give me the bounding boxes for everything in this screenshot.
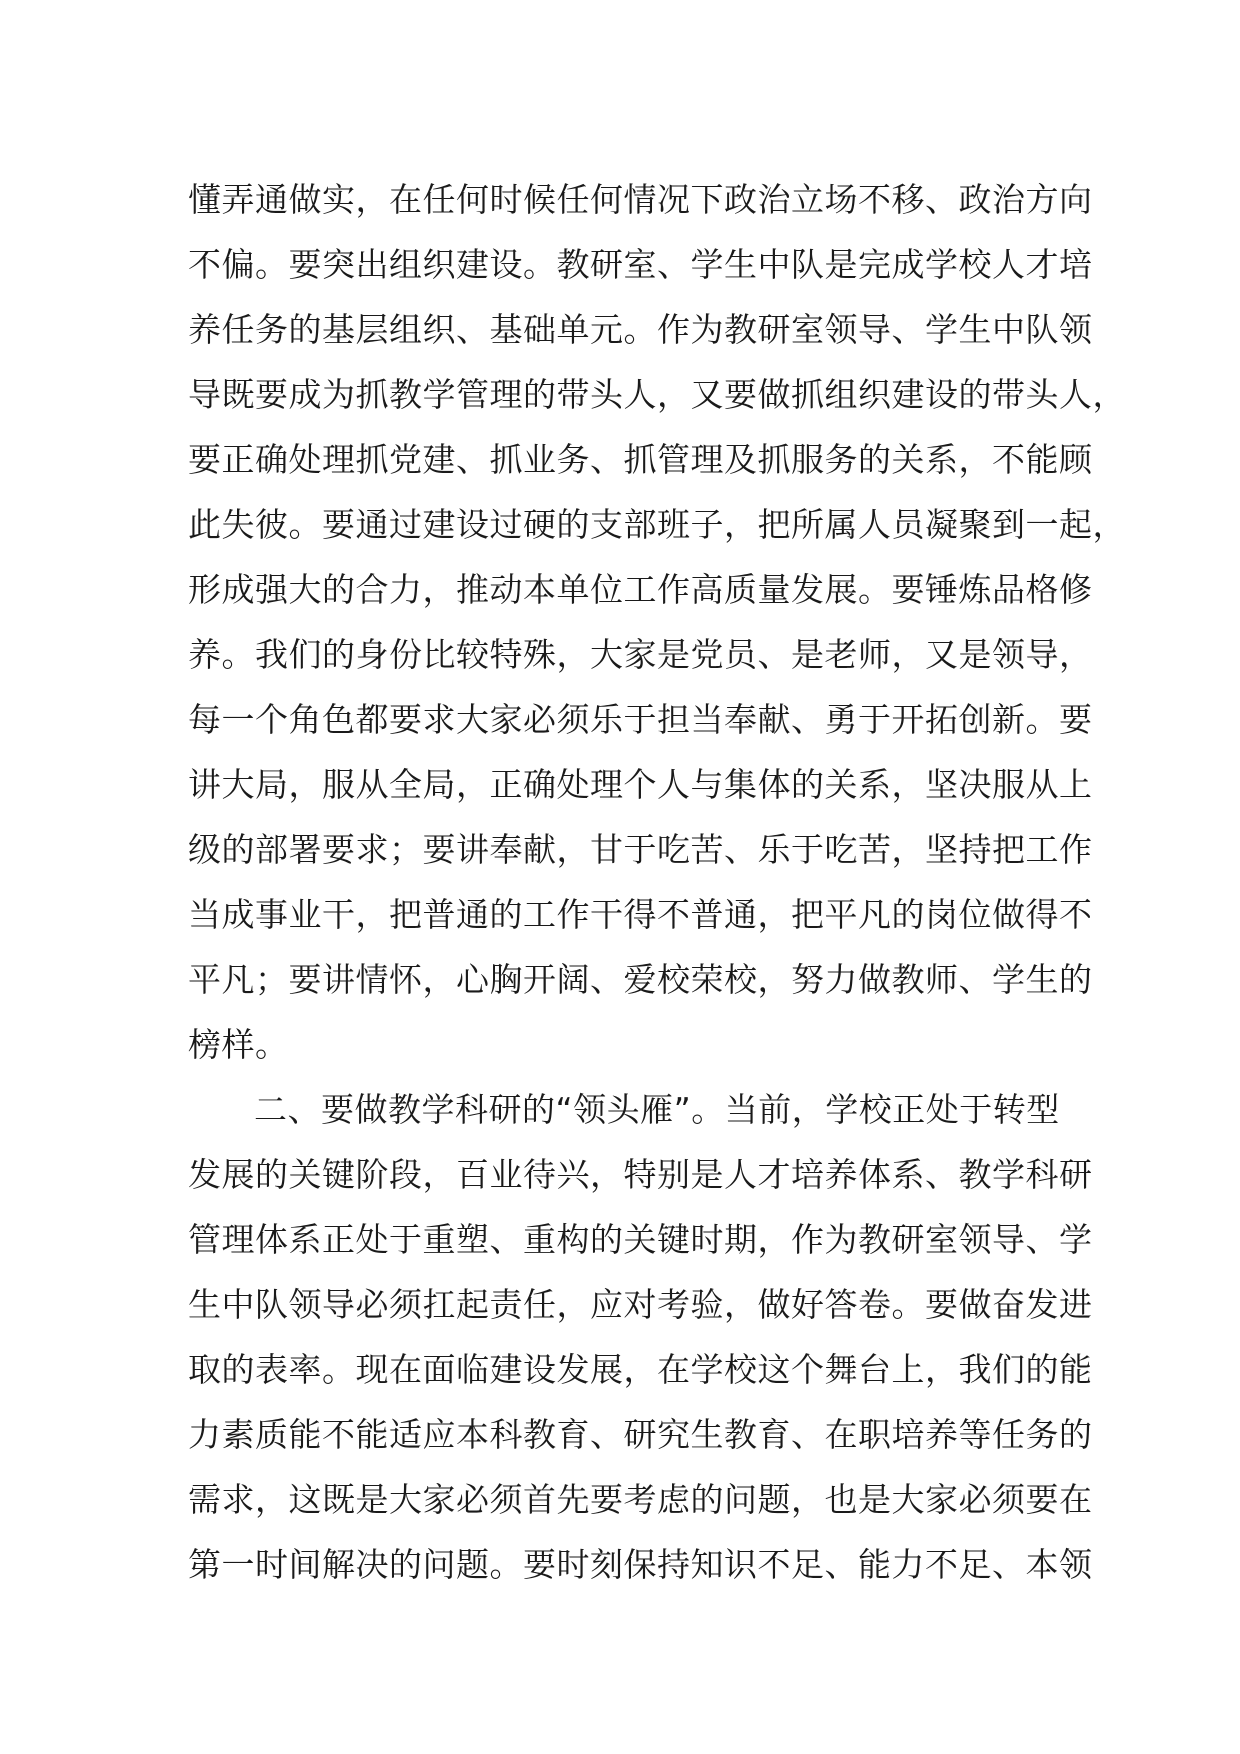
text-line: 级的部署要求；要讲奉献，甘于吃苦、乐于吃苦，坚持把工作	[188, 830, 1093, 869]
text-line: 每一个角色都要求大家必须乐于担当奉献、勇于开拓创新。要	[188, 700, 1093, 739]
text-line: 需求，这既是大家必须首先要考虑的问题，也是大家必须要在	[188, 1480, 1093, 1519]
text-line: 形成强大的合力，推动本单位工作高质量发展。要锤炼品格修	[188, 570, 1093, 609]
text-line: 生中队领导必须扛起责任，应对考验，做好答卷。要做奋发进	[188, 1285, 1093, 1324]
text-line: 讲大局，服从全局，正确处理个人与集体的关系，坚决服从上	[188, 765, 1093, 804]
text-line: 力素质能不能适应本科教育、研究生教育、在职培养等任务的	[188, 1415, 1093, 1454]
text-line: 要正确处理抓党建、抓业务、抓管理及抓服务的关系，不能顾	[188, 440, 1093, 479]
text-line: 养任务的基层组织、基础单元。作为教研室领导、学生中队领	[188, 310, 1093, 349]
text-line: 养。我们的身份比较特殊，大家是党员、是老师，又是领导，	[188, 635, 1093, 674]
text-line: 管理体系正处于重塑、重构的关键时期，作为教研室领导、学	[188, 1220, 1093, 1259]
document-body-text	[188, 167, 1126, 1597]
text-line: 取的表率。现在面临建设发展，在学校这个舞台上，我们的能	[188, 1350, 1093, 1389]
text-line: 平凡；要讲情怀，心胸开阔、爱校荣校，努力做教师、学生的	[188, 960, 1093, 999]
section-heading-line: 二、要做教学科研的“领头雁”。当前，学校正处于转型	[254, 1090, 1060, 1129]
text-line: 懂弄通做实，在任何时候任何情况下政治立场不移、政治方向	[188, 180, 1093, 219]
text-line: 不偏。要突出组织建设。教研室、学生中队是完成学校人才培	[188, 245, 1093, 284]
text-line: 此失彼。要通过建设过硬的支部班子，把所属人员凝聚到一起，	[188, 505, 1126, 544]
text-line: 发展的关键阶段，百业待兴，特别是人才培养体系、教学科研	[188, 1155, 1093, 1194]
text-line: 第一时间解决的问题。要时刻保持知识不足、能力不足、本领	[188, 1545, 1093, 1584]
text-line: 榜样。	[188, 1025, 289, 1064]
text-line: 导既要成为抓教学管理的带头人，又要做抓组织建设的带头人，	[188, 375, 1126, 414]
text-line: 当成事业干，把普通的工作干得不普通，把平凡的岗位做得不	[188, 895, 1093, 934]
